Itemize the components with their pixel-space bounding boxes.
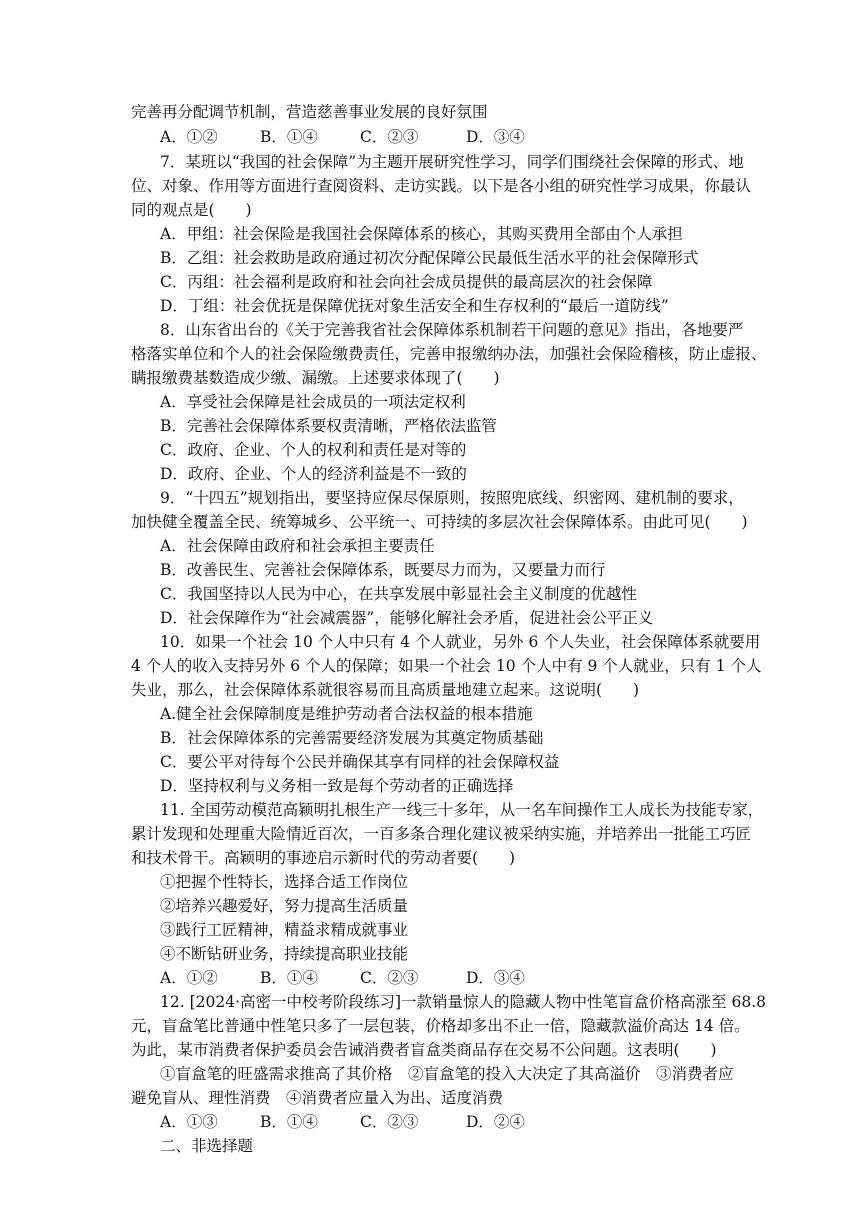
q12-option-b: B．①④	[260, 1113, 318, 1131]
q8-option-d: D．政府、企业、个人的经济利益是不一致的	[160, 465, 467, 483]
q8-option-b: B．完善社会保障体系要权责清晰，严格依法监管	[160, 417, 497, 435]
q11-option-d: D．③④	[466, 969, 525, 987]
q11-stem-line: 和技术骨干。高颖明的事迹启示新时代的劳动者要( )	[131, 849, 516, 867]
q12-option-c: C．②③	[360, 1113, 419, 1131]
q7-option-a: A．甲组：社会保险是我国社会保障体系的核心，其购买费用全部由个人承担	[160, 225, 683, 243]
q10-option-a: A.健全社会保障制度是维护劳动者合法权益的根本措施	[160, 705, 533, 723]
q8-option-c: C．政府、企业、个人的权利和责任是对等的	[160, 441, 467, 459]
q9-stem-line: 加快健全覆盖全民、统筹城乡、公平统一、可持续的多层次社会保障体系。由此可见( )	[131, 513, 748, 531]
q10-option-d: D．坚持权利与义务相一致是每个劳动者的正确选择	[160, 777, 514, 795]
q9-option-d: D．社会保障作为“社会减震器”，能够化解社会矛盾，促进社会公平正义	[160, 609, 654, 627]
q12-stem-line: 12. [2024·高密一中校考阶段练习]一款销量惊人的隐藏人物中性笔盲盒价格高涨至 68.8	[160, 993, 766, 1011]
q7-option-b: B．乙组：社会救助是政府通过初次分配保障公民最低生活水平的社会保障形式	[160, 249, 699, 267]
q11-option-a: A．①②	[160, 969, 218, 987]
q11-item-1: ①把握个性特长，选择合适工作岗位	[160, 873, 409, 891]
q11-stem-line: 11. 全国劳动模范高颖明扎根生产一线三十多年，从一名车间操作工人成长为技能专家，	[160, 801, 764, 819]
q9-option-a: A．社会保障由政府和社会承担主要责任	[160, 537, 435, 555]
q6-option-b: B．①④	[260, 128, 318, 146]
q11-item-4: ④不断钻研业务，持续提高职业技能	[160, 945, 409, 963]
q8-stem-line: 格落实单位和个人的社会保险缴费责任，完善申报缴纳办法，加强社会保险稽核，防止虚报、	[131, 345, 767, 363]
q11-option-b: B．①④	[260, 969, 318, 987]
q12-stem-line: 元，盲盒笔比普通中性笔只多了一层包装，价格却多出不止一倍，隐藏款溢价高达 14 倍。	[131, 1017, 750, 1035]
q11-option-c: C．②③	[360, 969, 419, 987]
q12-items-line: ①盲盒笔的旺盛需求推高了其价格 ②盲盒笔的投入大决定了其高溢价 ③消费者应	[160, 1065, 734, 1083]
q6-text-line: 完善再分配调节机制，营造慈善事业发展的良好氛围	[131, 103, 488, 121]
q9-option-b: B．改善民生、完善社会保障体系，既要尽力而为，又要量力而行	[160, 561, 606, 579]
q6-option-c: C．②③	[360, 128, 419, 146]
q7-option-c: C．丙组：社会福利是政府和社会向社会成员提供的最高层次的社会保障	[160, 273, 653, 291]
q11-item-3: ③践行工匠精神，精益求精成就事业	[160, 921, 409, 939]
q11-stem-line: 累计发现和处理重大险情近百次，一百多条合理化建议被采纳实施，并培养出一批能工巧匠	[131, 825, 752, 843]
q10-option-b: B．社会保障体系的完善需要经济发展为其奠定物质基础	[160, 729, 544, 747]
q10-stem-line: 4 个人的收入支持另外 6 个人的保障；如果一个社会 10 个人中有 9 个人就业，只有 1 个人	[131, 657, 762, 675]
q7-option-d: D．丁组：社会优抚是保障优抚对象生活安全和生存权利的“最后一道防线”	[160, 297, 669, 315]
q10-option-c: C．要公平对待每个公民并确保其享有同样的社会保障权益	[160, 753, 560, 771]
q8-stem-line: 瞒报缴费基数造成少缴、漏缴。上述要求体现了( )	[131, 369, 500, 387]
q7-stem-line: 7．某班以“我国的社会保障”为主题开展研究性学习，同学们围绕社会保障的形式、地	[160, 153, 744, 171]
section-heading: 二、非选择题	[160, 1137, 254, 1155]
q9-option-c: C．我国坚持以人民为中心，在共享发展中彰显社会主义制度的优越性	[160, 585, 637, 603]
q6-option-d: D．③④	[466, 128, 525, 146]
q12-stem-line: 为此，某市消费者保护委员会告诫消费者盲盒类商品存在交易不公问题。这表明( )	[131, 1041, 717, 1059]
q12-option-a: A．①③	[160, 1113, 218, 1131]
q9-stem-line: 9．“十四五”规划指出，要坚持应保尽保原则，按照兜底线、织密网、建机制的要求，	[160, 489, 744, 507]
q10-stem-line: 10．如果一个社会 10 个人中只有 4 个人就业，另外 6 个人失业，社会保障体系就要用	[160, 633, 761, 651]
q7-stem-line: 同的观点是( )	[131, 201, 252, 219]
q8-stem-line: 8．山东省出台的《关于完善我省社会保障体系机制若干问题的意见》指出，各地要严	[160, 321, 744, 339]
q7-stem-line: 位、对象、作用等方面进行查阅资料、走访实践。以下是各小组的研究性学习成果，你最认	[131, 177, 752, 195]
q11-item-2: ②培养兴趣爱好，努力提高生活质量	[160, 897, 409, 915]
q12-items-line: 避免盲从、理性消费 ④消费者应量入为出、适度消费	[131, 1089, 504, 1107]
q10-stem-line: 失业，那么，社会保障体系就很容易而且高质量地建立起来。这说明( )	[131, 681, 640, 699]
q6-option-a: A．①②	[160, 128, 218, 146]
q12-option-d: D．②④	[466, 1113, 525, 1131]
q8-option-a: A．享受社会保障是社会成员的一项法定权利	[160, 393, 466, 411]
